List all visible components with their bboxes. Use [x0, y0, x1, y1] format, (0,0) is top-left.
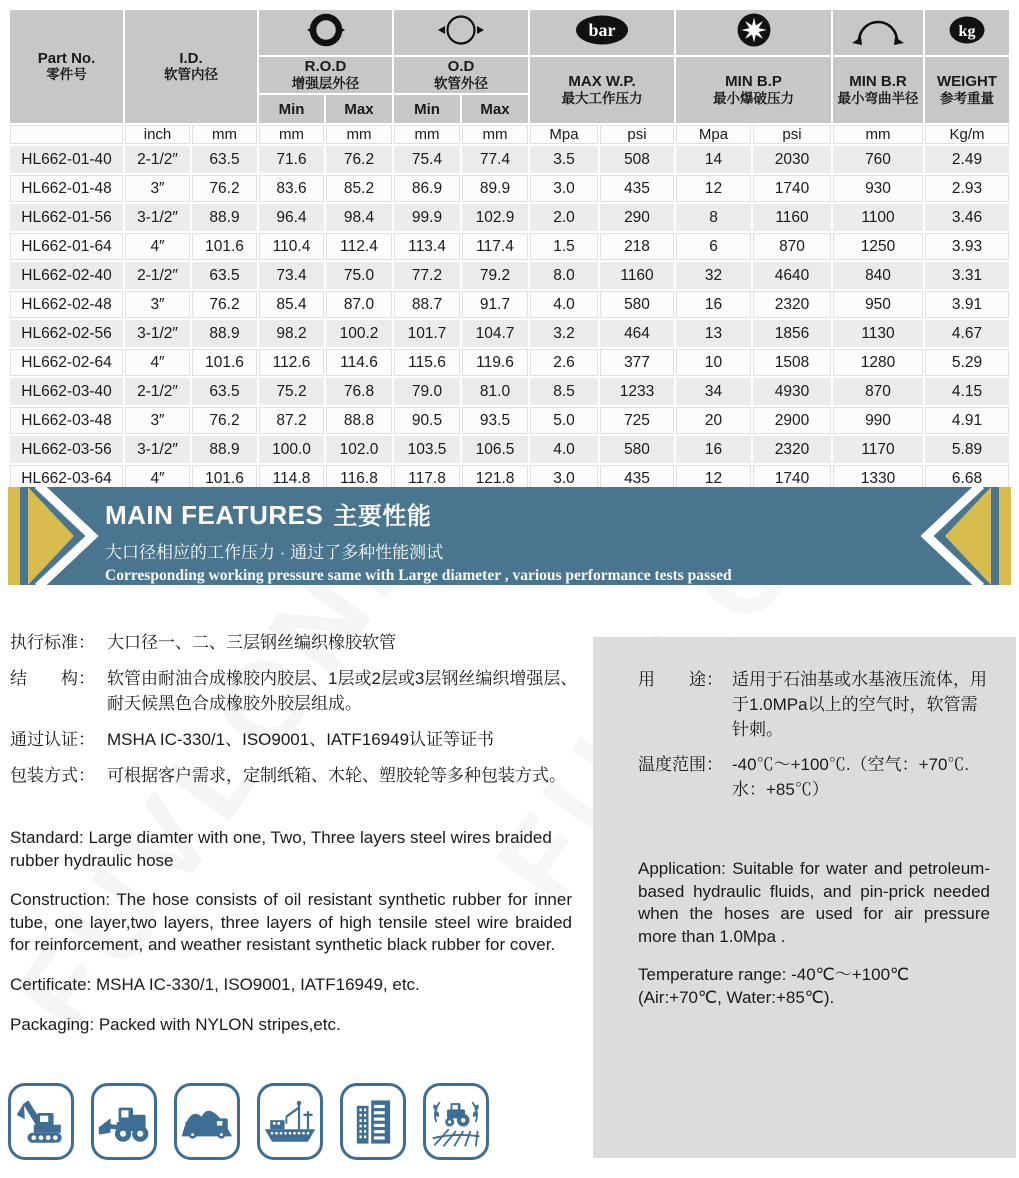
col-header-weight: WEIGHT 参考重量: [925, 57, 1009, 123]
spec-text: MSHA IC-330/1、ISO9001、IATF16949认证等证书: [107, 730, 495, 749]
unit-cell: mm: [462, 125, 528, 144]
part-no-cell: HL662-01-48: [10, 175, 123, 202]
value-cell: 3-1/2″: [125, 320, 190, 347]
value-cell: 725: [600, 407, 674, 434]
value-cell: 6.68: [925, 465, 1009, 492]
col-header-od-max: Max: [462, 95, 528, 123]
spec-item-construction: [10, 666, 585, 716]
spec-text: 大口径一、二、三层钢丝编织橡胶软管: [107, 633, 396, 652]
value-cell: 101.7: [394, 320, 460, 347]
svg-text:kg: kg: [958, 23, 976, 40]
spec-label: 执行标准：: [10, 633, 95, 652]
value-cell: 115.6: [394, 349, 460, 376]
value-cell: 1250: [833, 233, 923, 260]
value-cell: 8: [676, 204, 751, 231]
temperature-paragraph: Temperature range: -40℃～+100℃(Air:+70℃, Water:+85℃).: [638, 965, 910, 1008]
temperature-range-cn: [638, 752, 990, 802]
part-no-cell: HL662-03-48: [10, 407, 123, 434]
value-cell: 87.0: [326, 291, 392, 318]
value-cell: 2320: [753, 436, 831, 463]
col-header-min-bp: MIN B.P 最小爆破压力: [676, 57, 831, 123]
value-cell: 930: [833, 175, 923, 202]
value-cell: 104.7: [462, 320, 528, 347]
value-cell: 1740: [753, 175, 831, 202]
value-cell: 4″: [125, 465, 190, 492]
spec-text: 适用于石油基或水基液压流体，用于1.0MPa以上的空气时，软管需针刺。: [732, 670, 987, 739]
application-panel: [593, 637, 1016, 1158]
value-cell: 106.5: [462, 436, 528, 463]
value-cell: 2900: [753, 407, 831, 434]
table-row: [10, 146, 1009, 173]
dump-truck-icon: [174, 1083, 240, 1160]
table-row: [10, 407, 1009, 434]
col-header-rod-max: Max: [326, 95, 392, 123]
col-header-rod-min: Min: [259, 95, 324, 123]
value-cell: 3-1/2″: [125, 436, 190, 463]
value-cell: 3.5: [530, 146, 598, 173]
value-cell: 121.8: [462, 465, 528, 492]
unit-cell: Mpa: [530, 125, 598, 144]
value-cell: 87.2: [259, 407, 324, 434]
value-cell: 3.0: [530, 465, 598, 492]
value-cell: 75.0: [326, 262, 392, 289]
value-cell: 32: [676, 262, 751, 289]
value-cell: 3″: [125, 175, 190, 202]
rod-ring-icon: [259, 10, 392, 55]
chinese-specs-list: [10, 630, 585, 799]
value-cell: 2.49: [925, 146, 1009, 173]
od-circle-icon: [394, 10, 528, 55]
value-cell: 77.4: [462, 146, 528, 173]
value-cell: 75.2: [259, 378, 324, 405]
table-row: [10, 349, 1009, 376]
table-row: [10, 436, 1009, 463]
value-cell: 6: [676, 233, 751, 260]
value-cell: 3.46: [925, 204, 1009, 231]
value-cell: 2-1/2″: [125, 378, 190, 405]
banner-subtitle-en: Corresponding working pressure same with Large diameter , various performance tests passed: [105, 567, 732, 584]
value-cell: 1740: [753, 465, 831, 492]
value-cell: 13: [676, 320, 751, 347]
value-cell: 4640: [753, 262, 831, 289]
value-cell: 16: [676, 291, 751, 318]
value-cell: 113.4: [394, 233, 460, 260]
value-cell: 119.6: [462, 349, 528, 376]
value-cell: 3″: [125, 407, 190, 434]
value-cell: 2.6: [530, 349, 598, 376]
spec-text: 可根据客户需求，定制纸箱、木轮、塑胶轮等多种包装方式。: [107, 766, 566, 785]
unit-cell: inch: [125, 125, 190, 144]
part-no-cell: HL662-01-64: [10, 233, 123, 260]
value-cell: 2.93: [925, 175, 1009, 202]
hose-spec-table: [8, 8, 1011, 494]
value-cell: 12: [676, 175, 751, 202]
value-cell: 4.0: [530, 436, 598, 463]
value-cell: 81.0: [462, 378, 528, 405]
unit-cell: Mpa: [676, 125, 751, 144]
value-cell: 76.2: [192, 175, 257, 202]
value-cell: 77.2: [394, 262, 460, 289]
value-cell: 63.5: [192, 146, 257, 173]
value-cell: 464: [600, 320, 674, 347]
value-cell: 1508: [753, 349, 831, 376]
part-no-cell: HL662-03-56: [10, 436, 123, 463]
col-header-min-br: MIN B.R 最小弯曲半径: [833, 57, 923, 123]
banner-title-cn: 主要性能: [333, 503, 432, 530]
unit-cell: psi: [600, 125, 674, 144]
value-cell: 101.6: [192, 233, 257, 260]
right-chevron-decoration: [911, 487, 1011, 585]
part-no-cell: HL662-02-48: [10, 291, 123, 318]
value-cell: 2-1/2″: [125, 262, 190, 289]
value-cell: 100.0: [259, 436, 324, 463]
value-cell: 3.0: [530, 175, 598, 202]
value-cell: 79.0: [394, 378, 460, 405]
value-cell: 508: [600, 146, 674, 173]
value-cell: 870: [753, 233, 831, 260]
table-row: [10, 291, 1009, 318]
unit-cell: mm: [192, 125, 257, 144]
value-cell: 3.93: [925, 233, 1009, 260]
unit-cell: mm: [259, 125, 324, 144]
spec-item-certificate: [10, 727, 585, 752]
value-cell: 580: [600, 436, 674, 463]
value-cell: 114.6: [326, 349, 392, 376]
table-row: [10, 262, 1009, 289]
bend-radius-icon: [833, 10, 923, 55]
buildings-icon: [340, 1083, 406, 1160]
value-cell: 580: [600, 291, 674, 318]
value-cell: 88.9: [192, 204, 257, 231]
value-cell: 93.5: [462, 407, 528, 434]
part-no-cell: HL662-01-40: [10, 146, 123, 173]
part-no-cell: HL662-01-56: [10, 204, 123, 231]
value-cell: 8.0: [530, 262, 598, 289]
value-cell: 103.5: [394, 436, 460, 463]
burst-star-icon: [676, 10, 831, 55]
part-no-cell: HL662-02-40: [10, 262, 123, 289]
value-cell: 96.4: [259, 204, 324, 231]
value-cell: 88.8: [326, 407, 392, 434]
value-cell: 870: [833, 378, 923, 405]
value-cell: 98.4: [326, 204, 392, 231]
value-cell: 8.5: [530, 378, 598, 405]
spec-item-standard: [10, 630, 585, 655]
value-cell: 20: [676, 407, 751, 434]
value-cell: 2320: [753, 291, 831, 318]
value-cell: 14: [676, 146, 751, 173]
value-cell: 88.9: [192, 320, 257, 347]
value-cell: 435: [600, 175, 674, 202]
table-body: [10, 125, 1009, 492]
unit-cell: mm: [326, 125, 392, 144]
value-cell: 76.2: [192, 407, 257, 434]
spec-item-packaging: [10, 763, 585, 788]
value-cell: 90.5: [394, 407, 460, 434]
value-cell: 89.9: [462, 175, 528, 202]
value-cell: 950: [833, 291, 923, 318]
value-cell: 83.6: [259, 175, 324, 202]
value-cell: 101.6: [192, 349, 257, 376]
value-cell: 4930: [753, 378, 831, 405]
certificate-paragraph: Certificate: MSHA IC-330/1, ISO9001, IATF16949, etc.: [10, 975, 420, 995]
value-cell: 10: [676, 349, 751, 376]
spec-text: 软管由耐油合成橡胶内胶层、1层或2层或3层钢丝编织增强层、耐天候黑色合成橡胶外胶层组成。: [107, 669, 578, 713]
value-cell: 3-1/2″: [125, 204, 190, 231]
part-no-cell: HL662-03-40: [10, 378, 123, 405]
value-cell: 86.9: [394, 175, 460, 202]
value-cell: 290: [600, 204, 674, 231]
value-cell: 112.6: [259, 349, 324, 376]
value-cell: 16: [676, 436, 751, 463]
value-cell: 3.91: [925, 291, 1009, 318]
value-cell: 63.5: [192, 378, 257, 405]
value-cell: 88.7: [394, 291, 460, 318]
col-header-id: I.D. 软管内径: [125, 10, 257, 123]
spec-label: 用 途：: [638, 670, 723, 689]
spec-text: -40℃～+100℃.（空气：+70℃. 水：+85℃）: [732, 755, 970, 799]
spec-label: 通过认证：: [10, 730, 95, 749]
bar-pressure-icon: [530, 10, 674, 55]
value-cell: 100.2: [326, 320, 392, 347]
excavator-icon: [8, 1083, 74, 1160]
col-header-od-min: Min: [394, 95, 460, 123]
value-cell: 435: [600, 465, 674, 492]
application-en-block: [638, 858, 990, 1010]
col-header-od: O.D 软管外径: [394, 57, 528, 93]
part-no-cell: HL662-02-64: [10, 349, 123, 376]
value-cell: 4″: [125, 349, 190, 376]
application-cn: [638, 667, 990, 742]
value-cell: 1.5: [530, 233, 598, 260]
agriculture-tractor-icon: [423, 1083, 489, 1160]
value-cell: 112.4: [326, 233, 392, 260]
col-header-rod: R.O.D 增强层外径: [259, 57, 392, 93]
value-cell: 91.7: [462, 291, 528, 318]
table-row: [10, 175, 1009, 202]
table-row: [10, 320, 1009, 347]
standard-paragraph: Standard: Large diamter with one, Two, Three layers steel wires braided rubber hydraulic hose: [10, 828, 552, 870]
value-cell: 75.4: [394, 146, 460, 173]
spec-label: 温度范围：: [638, 755, 723, 774]
value-cell: 4″: [125, 233, 190, 260]
unit-cell: mm: [833, 125, 923, 144]
value-cell: 3″: [125, 291, 190, 318]
value-cell: 760: [833, 146, 923, 173]
banner-title: [105, 496, 732, 531]
col-header-part-no: Part No. 零件号: [10, 10, 123, 123]
value-cell: 2.0: [530, 204, 598, 231]
value-cell: 5.0: [530, 407, 598, 434]
value-cell: 2-1/2″: [125, 146, 190, 173]
construction-paragraph: Construction: The hose consists of oil resistant synthetic rubber for inner tube, one layer,two layers, three layers of high tensile steel wire braided for reinforcement, and weather resistant synthetic black rubber for cover.: [10, 890, 572, 955]
svg-text:bar: bar: [588, 20, 616, 40]
application-icons-row: [8, 1083, 489, 1160]
table-row: [10, 378, 1009, 405]
value-cell: 63.5: [192, 262, 257, 289]
cargo-ship-icon: [257, 1083, 323, 1160]
value-cell: 1280: [833, 349, 923, 376]
value-cell: 102.0: [326, 436, 392, 463]
value-cell: 1100: [833, 204, 923, 231]
value-cell: 1130: [833, 320, 923, 347]
value-cell: 79.2: [462, 262, 528, 289]
spec-label: 包装方式：: [10, 766, 95, 785]
value-cell: 101.6: [192, 465, 257, 492]
value-cell: 2030: [753, 146, 831, 173]
value-cell: 99.9: [394, 204, 460, 231]
value-cell: 4.0: [530, 291, 598, 318]
unit-cell: [10, 125, 123, 144]
value-cell: 5.29: [925, 349, 1009, 376]
value-cell: 76.8: [326, 378, 392, 405]
value-cell: 3.2: [530, 320, 598, 347]
value-cell: 85.2: [326, 175, 392, 202]
value-cell: 88.9: [192, 436, 257, 463]
unit-cell: Kg/m: [925, 125, 1009, 144]
value-cell: 1233: [600, 378, 674, 405]
left-chevron-decoration: [8, 487, 108, 585]
banner-subtitle-cn: 大口径相应的工作压力 · 通过了多种性能测试: [105, 543, 444, 562]
value-cell: 98.2: [259, 320, 324, 347]
col-header-max-wp: MAX W.P. 最大工作压力: [530, 57, 674, 123]
value-cell: 110.4: [259, 233, 324, 260]
packaging-paragraph: Packaging: Packed with NYLON stripes,etc.: [10, 1014, 341, 1034]
value-cell: 117.4: [462, 233, 528, 260]
value-cell: 218: [600, 233, 674, 260]
value-cell: 990: [833, 407, 923, 434]
value-cell: 76.2: [192, 291, 257, 318]
value-cell: 116.8: [326, 465, 392, 492]
units-row: [10, 125, 1009, 144]
value-cell: 1160: [600, 262, 674, 289]
kg-weight-icon: [925, 10, 1009, 55]
value-cell: 1330: [833, 465, 923, 492]
unit-cell: psi: [753, 125, 831, 144]
part-no-cell: HL662-03-64: [10, 465, 123, 492]
value-cell: 71.6: [259, 146, 324, 173]
application-paragraph: Application: Suitable for water and petroleum-based hydraulic fluids, and pin-prick needed when the hoses are used for air pressure more than 1.0Mpa .: [638, 859, 990, 946]
table-row: [10, 204, 1009, 231]
value-cell: 3.31: [925, 262, 1009, 289]
value-cell: 377: [600, 349, 674, 376]
spec-label: 结 构：: [10, 669, 95, 688]
value-cell: 1170: [833, 436, 923, 463]
table-row: [10, 233, 1009, 260]
value-cell: 102.9: [462, 204, 528, 231]
main-features-banner: [8, 487, 1011, 585]
value-cell: 73.4: [259, 262, 324, 289]
value-cell: 76.2: [326, 146, 392, 173]
value-cell: 4.67: [925, 320, 1009, 347]
value-cell: 114.8: [259, 465, 324, 492]
unit-cell: mm: [394, 125, 460, 144]
english-specs-list: [10, 827, 572, 1053]
value-cell: 117.8: [394, 465, 460, 492]
value-cell: 1856: [753, 320, 831, 347]
value-cell: 34: [676, 378, 751, 405]
value-cell: 1160: [753, 204, 831, 231]
part-no-cell: HL662-02-56: [10, 320, 123, 347]
value-cell: 4.15: [925, 378, 1009, 405]
wheel-loader-icon: [91, 1083, 157, 1160]
value-cell: 840: [833, 262, 923, 289]
value-cell: 5.89: [925, 436, 1009, 463]
value-cell: 85.4: [259, 291, 324, 318]
banner-title-en: MAIN FEATURES: [105, 500, 324, 530]
value-cell: 12: [676, 465, 751, 492]
value-cell: 4.91: [925, 407, 1009, 434]
